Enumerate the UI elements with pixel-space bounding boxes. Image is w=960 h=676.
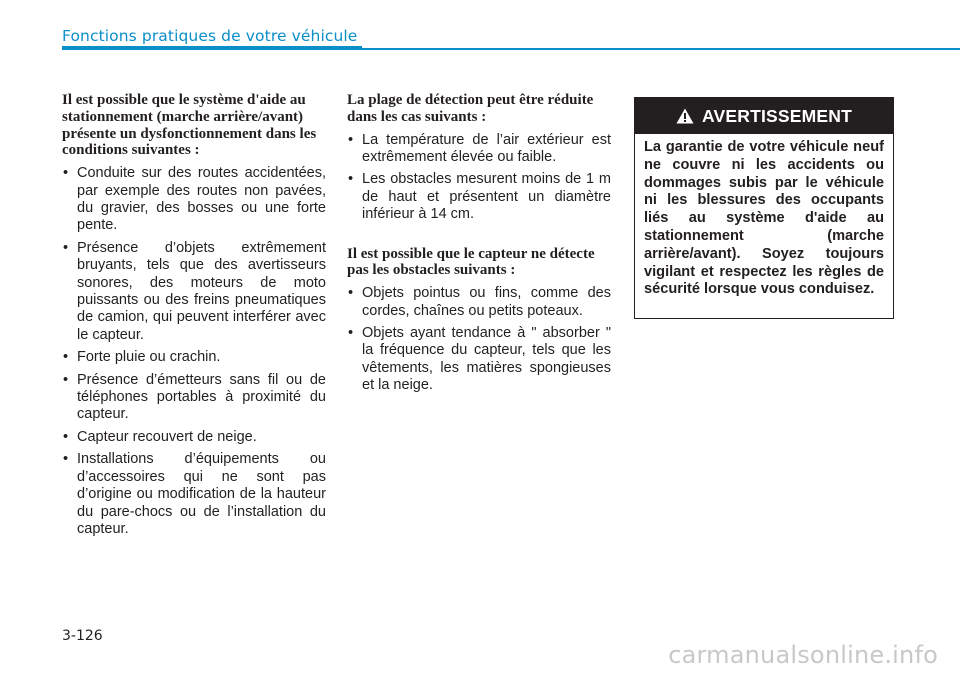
warning-title: AVERTISSEMENT (701, 105, 853, 126)
column-middle (347, 92, 611, 400)
list-item: • Forte pluie ou crachin. (62, 349, 326, 366)
section-title: Fonctions pratiques de votre véhicule (62, 27, 358, 45)
header-rule-accent (62, 46, 362, 50)
list-item: • Présence d’émetteurs sans fil ou de téléphones portables à proximité du capteur. (62, 372, 326, 424)
watermark: carmanualsonline.info (668, 641, 938, 669)
detection-range-heading: La plage de détection peut être réduite dans les cas suivants : (347, 92, 594, 125)
page-number: 3-126 (62, 628, 103, 644)
warning-header (635, 98, 893, 134)
warning-box (634, 97, 894, 319)
malfunction-list (62, 165, 326, 538)
list-item: • Présence d’objets extrêmement bruyants, tels que des avertisseurs sonores, des moteurs de moto puissants ou des freins pneumatiques de camion, qui peuvent interférer avec le capteur. (62, 240, 326, 344)
list-item: • Objets ayant tendance à " absorber " la fréquence du capteur, tels que les vêtements, les matières spongieuses et la neige. (347, 325, 611, 395)
list-item: • Conduite sur des routes accidentées, par exemple des routes non pavées, du gravier, des bosses ou une forte pente. (62, 165, 326, 235)
malfunction-heading: Il est possible que le système d'aide au stationnement (marche arrière/avant) présente un dysfonctionnement dans les conditions suivantes : (62, 92, 317, 159)
list-item: • Installations d’équipements ou d’accessoires qui ne sont pas d’origine ou modification de la hauteur du pare-chocs ou de l’installation du capteur. (62, 451, 326, 538)
list-item: • Capteur recouvert de neige. (62, 429, 326, 446)
list-item: • Les obstacles mesurent moins de 1 m de haut et présentent un diamètre inférieur à 14 cm. (347, 171, 611, 223)
warning-text: La garantie de votre véhicule neuf ne couvre ni les accidents ou dommages subis par le véhicule ni les blessures des occupants liés au système d'aide au stationnement (marche arrière/avant). Soyez toujours vigilant et respectez les règles de sécurité lorsque vous conduisez. (644, 139, 884, 298)
column-left (62, 92, 326, 543)
undetected-obstacles-list (347, 285, 611, 394)
detection-range-list (347, 132, 611, 224)
list-item: • La température de l’air extérieur est extrêmement élevée ou faible. (347, 132, 611, 167)
warning-triangle-icon (676, 108, 694, 124)
list-item: • Objets pointus ou fins, comme des cordes, chaînes ou petits poteaux. (347, 285, 611, 320)
undetected-obstacles-heading: Il est possible que le capteur ne détecte pas les obstacles suivants : (347, 245, 595, 279)
